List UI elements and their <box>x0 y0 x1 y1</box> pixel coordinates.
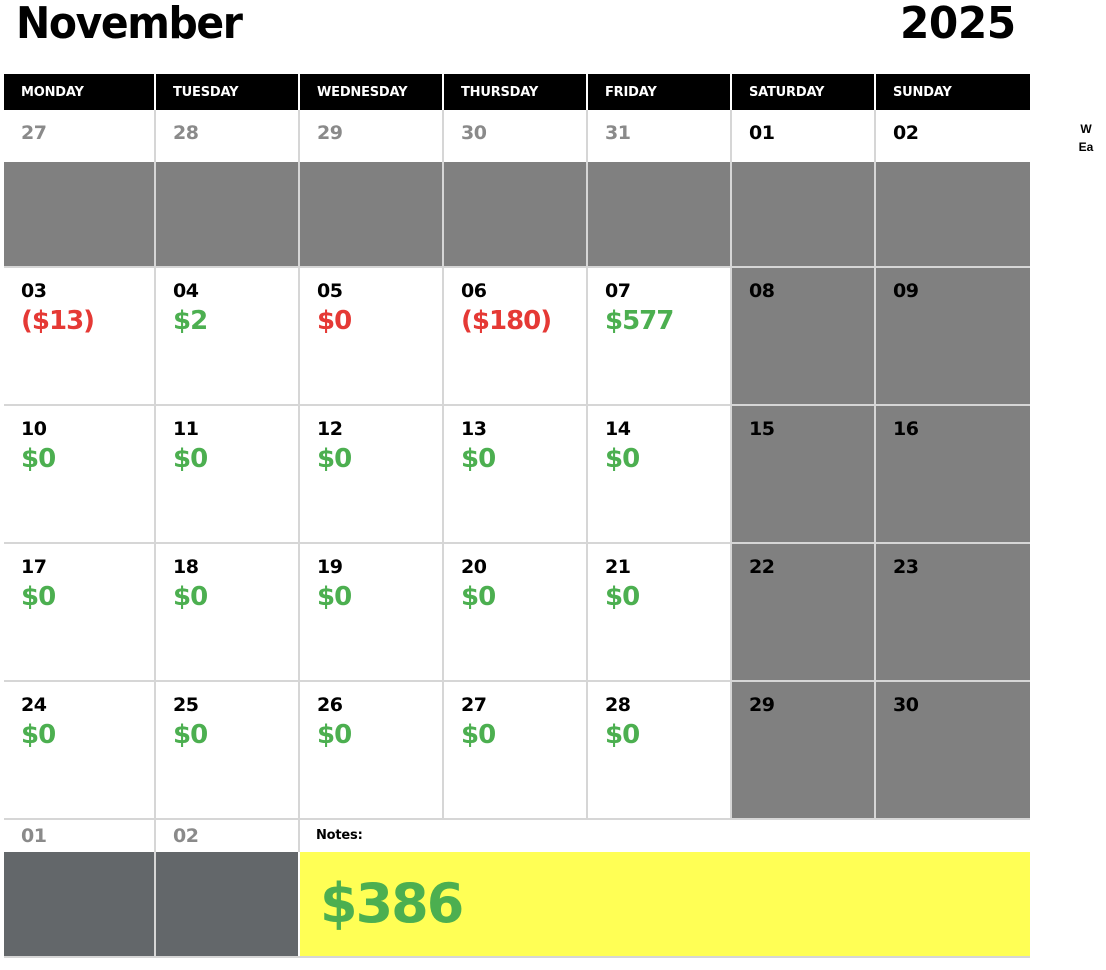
weekend-cell[interactable] <box>732 268 874 404</box>
day-cell[interactable] <box>156 544 298 680</box>
weekday-header-saturday: SATURDAY <box>730 74 874 110</box>
day-number: 03 <box>21 280 47 302</box>
day-amount: $0 <box>317 582 352 612</box>
day-number: 13 <box>461 418 487 440</box>
day-amount: $0 <box>317 444 352 474</box>
day-cell[interactable] <box>444 544 586 680</box>
day-number: 14 <box>605 418 631 440</box>
day-number: 17 <box>21 556 47 578</box>
day-amount: $0 <box>173 582 208 612</box>
day-amount: $0 <box>605 720 640 750</box>
next-month-block <box>156 852 298 956</box>
day-number: 12 <box>317 418 343 440</box>
grid-line <box>298 110 300 852</box>
side-text <box>1066 120 1106 156</box>
day-number: 30 <box>461 122 487 144</box>
day-number: 23 <box>893 556 919 578</box>
day-cell[interactable] <box>156 406 298 542</box>
day-number: 07 <box>605 280 631 302</box>
day-amount: $0 <box>317 306 352 336</box>
day-number: 09 <box>893 280 919 302</box>
weekday-header-thursday: THURSDAY <box>442 74 586 110</box>
day-amount: $0 <box>461 582 496 612</box>
month-title: November <box>16 0 242 49</box>
day-amount: $0 <box>21 720 56 750</box>
day-cell-prev[interactable] <box>4 110 154 162</box>
day-cell-prev[interactable] <box>588 110 730 162</box>
day-number: 05 <box>317 280 343 302</box>
day-cell[interactable] <box>4 682 154 818</box>
day-number: 18 <box>173 556 199 578</box>
weekend-cell[interactable] <box>876 406 1030 542</box>
day-amount: $0 <box>605 582 640 612</box>
empty-week-block <box>4 162 1030 266</box>
day-number: 20 <box>461 556 487 578</box>
side-text-line: W <box>1080 122 1092 136</box>
day-amount: $0 <box>461 720 496 750</box>
day-number: 28 <box>173 122 199 144</box>
day-number: 22 <box>749 556 775 578</box>
grid-line <box>874 110 876 820</box>
day-cell[interactable] <box>588 682 730 818</box>
weekend-cell[interactable] <box>732 682 874 818</box>
weekend-cell[interactable] <box>876 268 1030 404</box>
day-number: 26 <box>317 694 343 716</box>
day-cell[interactable] <box>876 110 1030 162</box>
day-cell-prev[interactable] <box>300 110 442 162</box>
day-cell[interactable] <box>444 268 586 404</box>
day-cell-next[interactable] <box>156 820 298 852</box>
day-number: 21 <box>605 556 631 578</box>
day-number: 27 <box>461 694 487 716</box>
day-cell-prev[interactable] <box>444 110 586 162</box>
day-cell[interactable] <box>156 268 298 404</box>
day-cell[interactable] <box>300 544 442 680</box>
day-number: 02 <box>893 122 919 144</box>
weekday-header-sunday: SUNDAY <box>874 74 1030 110</box>
day-amount: ($13) <box>21 306 95 336</box>
day-number: 06 <box>461 280 487 302</box>
day-cell[interactable] <box>4 268 154 404</box>
day-amount: ($180) <box>461 306 552 336</box>
day-number: 01 <box>749 122 775 144</box>
day-number: 24 <box>21 694 47 716</box>
day-cell[interactable] <box>156 682 298 818</box>
day-number: 01 <box>21 825 47 847</box>
weekday-header-tuesday: TUESDAY <box>154 74 298 110</box>
day-cell[interactable] <box>444 406 586 542</box>
grid-line <box>4 680 1030 682</box>
day-number: 30 <box>893 694 919 716</box>
day-number: 04 <box>173 280 199 302</box>
day-number: 10 <box>21 418 47 440</box>
day-cell[interactable] <box>444 682 586 818</box>
day-number: 16 <box>893 418 919 440</box>
day-number: 11 <box>173 418 199 440</box>
weekday-header-friday: FRIDAY <box>586 74 730 110</box>
day-amount: $0 <box>173 720 208 750</box>
day-cell[interactable] <box>4 406 154 542</box>
notes-box[interactable] <box>300 852 1030 956</box>
year-title: 2025 <box>900 0 1016 49</box>
day-cell[interactable] <box>732 110 874 162</box>
day-amount: $0 <box>21 582 56 612</box>
day-cell-next[interactable] <box>4 820 154 852</box>
day-number: 28 <box>605 694 631 716</box>
weekend-cell[interactable] <box>732 406 874 542</box>
grid-line <box>442 110 444 820</box>
weekday-header-monday: MONDAY <box>4 74 154 110</box>
day-cell-prev[interactable] <box>156 110 298 162</box>
grid-line <box>4 542 1030 544</box>
weekend-cell[interactable] <box>876 682 1030 818</box>
grid-line <box>154 110 156 956</box>
day-number: 25 <box>173 694 199 716</box>
day-number: 31 <box>605 122 631 144</box>
day-cell[interactable] <box>300 268 442 404</box>
day-cell[interactable] <box>300 406 442 542</box>
day-number: 08 <box>749 280 775 302</box>
weekend-cell[interactable] <box>876 544 1030 680</box>
day-number: 29 <box>749 694 775 716</box>
day-number: 19 <box>317 556 343 578</box>
notes-label: Notes: <box>316 828 363 843</box>
day-amount: $2 <box>173 306 208 336</box>
day-number: 15 <box>749 418 775 440</box>
grid-line <box>586 110 588 820</box>
day-amount: $0 <box>21 444 56 474</box>
grid-line <box>4 266 1030 268</box>
grid-line <box>4 818 1030 820</box>
day-amount: $0 <box>461 444 496 474</box>
day-number: 02 <box>173 825 199 847</box>
weekend-cell[interactable] <box>732 544 874 680</box>
day-number: 29 <box>317 122 343 144</box>
day-amount: $577 <box>605 306 674 336</box>
day-amount: $0 <box>605 444 640 474</box>
grid-line <box>4 404 1030 406</box>
day-cell[interactable] <box>300 682 442 818</box>
day-amount: $0 <box>317 720 352 750</box>
day-cell[interactable] <box>588 406 730 542</box>
day-cell[interactable] <box>588 544 730 680</box>
day-cell[interactable] <box>4 544 154 680</box>
grid-line <box>4 956 1030 958</box>
side-text-line: Ea <box>1078 140 1094 154</box>
grid-line <box>730 110 732 820</box>
next-month-block <box>4 852 154 956</box>
weekday-header-wednesday: WEDNESDAY <box>298 74 442 110</box>
day-cell[interactable] <box>588 268 730 404</box>
day-amount: $0 <box>173 444 208 474</box>
day-number: 27 <box>21 122 47 144</box>
notes-total: $386 <box>320 872 463 935</box>
